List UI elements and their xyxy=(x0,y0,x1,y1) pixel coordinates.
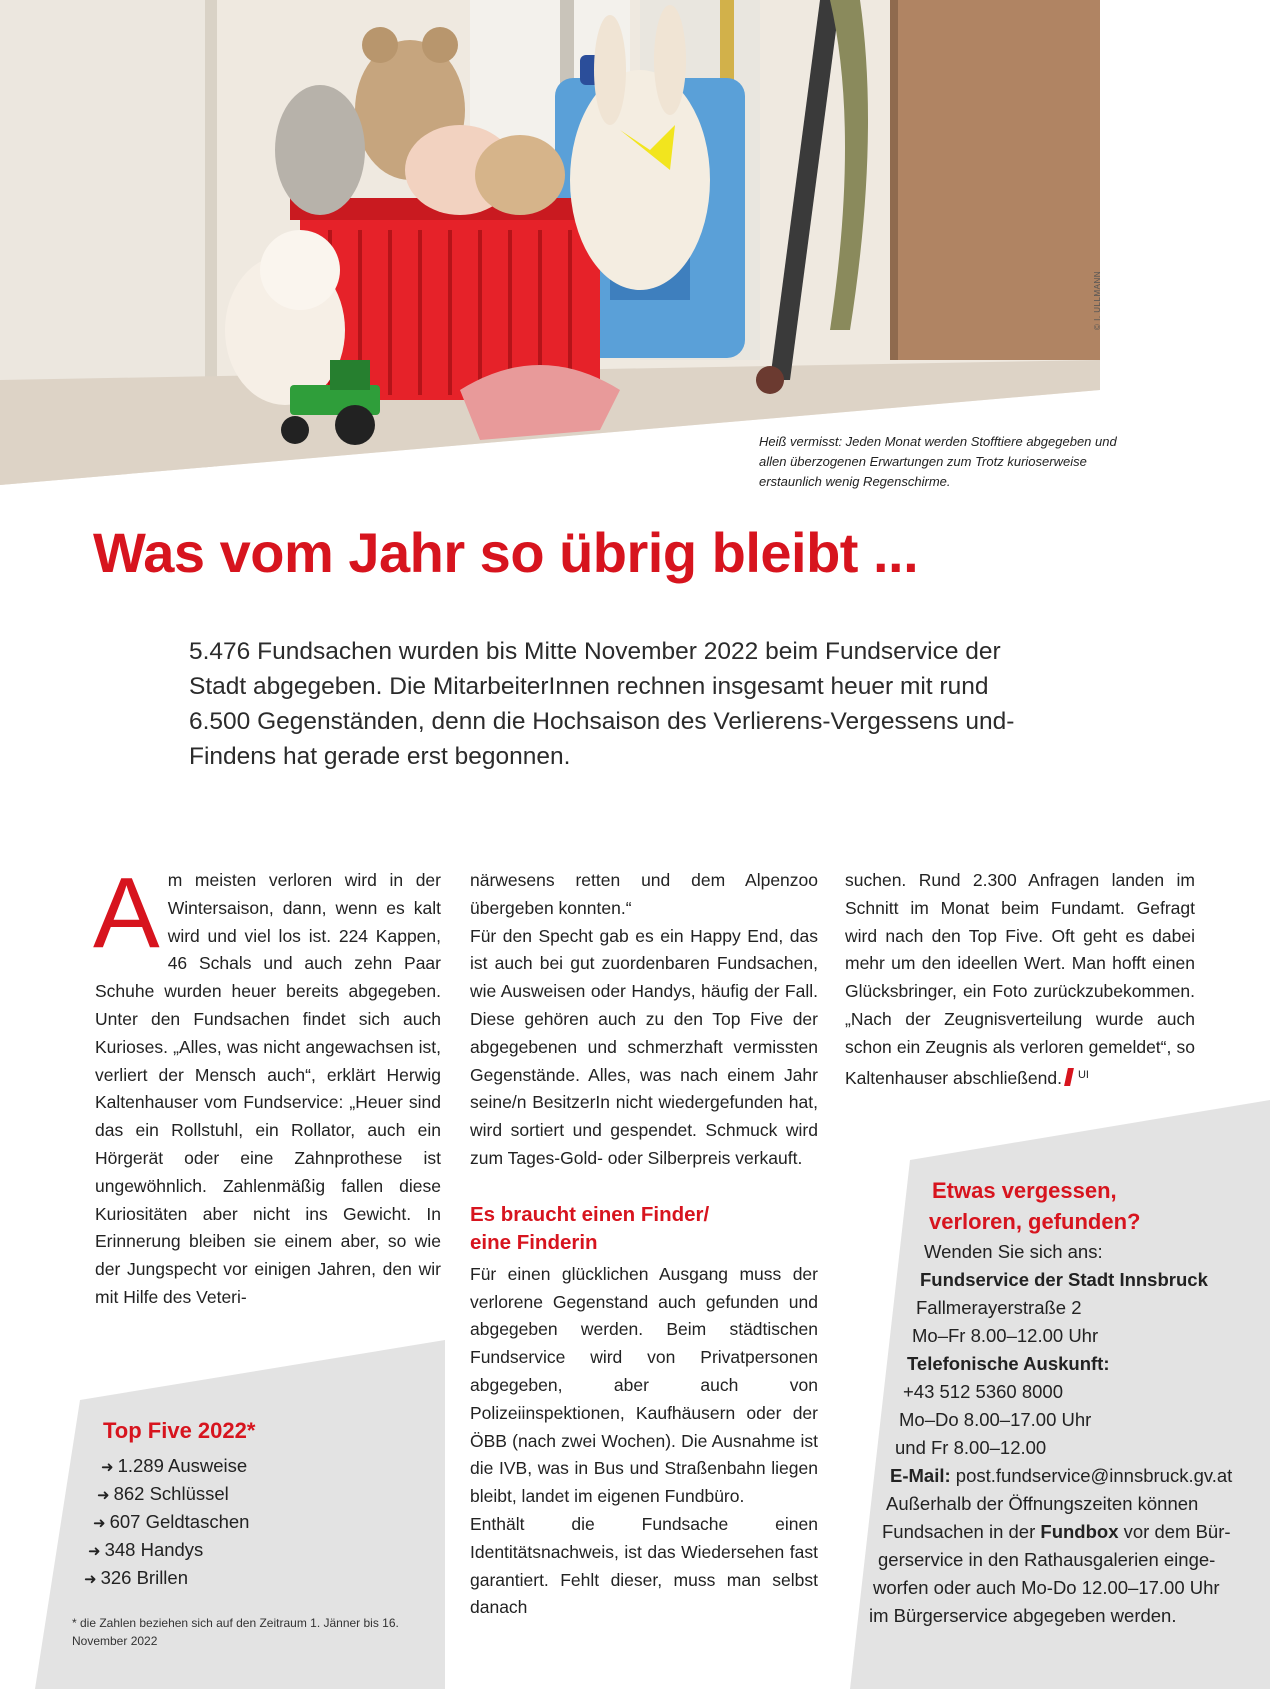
topfive-item: ➜ 862 Schlüssel xyxy=(97,1480,229,1510)
topfive-title: Top Five 2022* xyxy=(103,1418,256,1443)
info-phone[interactable]: +43 512 5360 8000 xyxy=(903,1381,1063,1402)
column-2-paragraph-4: Enthält die Fundsache einen Identitätsnachweis, ist das Wiedersehen fast garantiert. Fehlt dieser, muss man selbst danach xyxy=(470,1513,818,1618)
info-phone-hours-1: Mo–Do 8.00–17.00 Uhr xyxy=(899,1409,1092,1430)
photo-lost-items xyxy=(0,0,1100,485)
topfive-item: ➜ 607 Geldtaschen xyxy=(93,1508,249,1538)
info-note-2: Fundsachen in der Fundbox vor dem Bür- xyxy=(882,1521,1231,1542)
info-note-3: gerservice in den Rathausgalerien einge- xyxy=(878,1549,1216,1570)
info-title-line-2: verloren, gefunden? xyxy=(929,1209,1141,1234)
info-title xyxy=(929,1175,1141,1237)
info-hours: Mo–Fr 8.00–12.00 Uhr xyxy=(912,1325,1099,1346)
end-mark-icon xyxy=(1064,1068,1074,1086)
topfive-item: ➜ 1.289 Ausweise xyxy=(101,1452,247,1482)
info-title-line-1: Etwas vergessen, xyxy=(932,1178,1117,1203)
column-1-text: m meisten verloren wird in der Wintersaison, dann, wenn es kalt wird und viel los ist. 224 Kappen, 46 Schals und auch zehn Paar Schuhe wurden heuer bereits abgegeben. Unter den Fundsachen findet sich auch Kurioses. „Alles, was nicht angewachsen ist, verliert der Mensch auch“, erklärt Herwig Kaltenhauser vom Fundservice: „Heuer sind das ein Rollstuhl, ein Rollator, auch ein Hörgerät oder eine Zahnprothese ist ungewöhnlich. Zahlenmäßig fallen diese Kuriositäten aber nicht ins Gewicht. In Erinnerung bleiben sie einem aber, so wie der Jungspecht vor einigen Jahren, den wir mit Hilfe des Veteri- xyxy=(95,870,441,1307)
info-email-label: E-Mail: xyxy=(890,1465,951,1486)
column-2-paragraph-3: Für einen glücklichen Ausgang muss der verlorene Gegenstand auch gefunden und abgegeben werden. Beim städtischen Fundservice wird von Privatpersonen abgegeben, aber auch von Polizeiinspektionen, Kaufhäusern oder der ÖBB (nach zwei Wochen). Die Ausnahme ist die IVB, was in Bus und Straßenbahn liegen bleibt, landet im eigenen Fundbüro. xyxy=(470,1263,818,1507)
arrow-right-icon: ➜ xyxy=(101,1459,114,1476)
info-phone-hours-2: und Fr 8.00–12.00 xyxy=(895,1437,1047,1458)
arrow-right-icon: ➜ xyxy=(88,1543,101,1560)
info-address: Fallmerayerstraße 2 xyxy=(916,1297,1082,1318)
article-column-1 xyxy=(93,857,441,1312)
info-email-link[interactable]: post.fundservice@innsbruck.gv.at xyxy=(955,1465,1233,1486)
column-3-text: suchen. Rund 2.300 Anfragen landen im Schnitt im Monat beim Fundamt. Gefragt wird nach den Top Five. Oft geht es dabei mehr um den ideellen Wert. Man hofft einen Glücksbringer, ein Foto zurückzubekommen. „Nach der Zeugnisverteilung wurde auch schon ein Zeugnis als verloren gemeldet“, so Kaltenhauser abschließend. xyxy=(845,870,1195,1088)
lead-paragraph: 5.476 Fundsachen wurden bis Mitte November 2022 beim Fundservice der Stadt abgegeben. Die MitarbeiterInnen rechnen insgesamt heuer mit rund 6.500 Gegenständen, denn die Hochsaison des Verlierens-Vergessens und-Findens hat gerade erst begonnen. xyxy=(189,638,1015,770)
page-title: Was vom Jahr so übrig bleibt ... xyxy=(93,521,919,584)
column-2-paragraph-2: Für den Specht gab es ein Happy End, das ist auch bei gut zuordenbaren Fundsachen, wie Ausweisen oder Handys, häufig der Fall. Diese gehören auch zu den Top Five der abgegebenen und schmerzhaft vermissten Gegenstände. Alles, was nach einem Jahr seine/n BesitzerIn nicht wiedergefunden hat, wird sortiert und gespendet. Schmuck wird zum Tages-Gold- oder Silberpreis verkauft. xyxy=(470,925,818,1168)
photo-credit: © I. ULLMANN xyxy=(1093,270,1102,330)
topfive-footnote: * die Zahlen beziehen sich auf den Zeitraum 1. Jänner bis 16. November 2022 xyxy=(72,1616,399,1648)
topfive-item: ➜ 326 Brillen xyxy=(84,1564,188,1594)
article-column-2 xyxy=(470,867,818,1622)
article-column-3 xyxy=(845,867,1195,1092)
info-note-5: im Bürgerservice abgegeben werden. xyxy=(869,1605,1177,1626)
arrow-right-icon: ➜ xyxy=(84,1571,97,1588)
column-2-subheading xyxy=(470,1201,818,1257)
column-2-paragraph-1: närwesens retten und dem Alpenzoo übergeben konnten.“ xyxy=(470,870,818,918)
author-signature: UI xyxy=(1077,1068,1089,1081)
subheading-line-1: Es braucht einen Finder/ xyxy=(470,1202,710,1226)
info-phone-label: Telefonische Auskunft: xyxy=(907,1353,1110,1374)
subheading-line-2: eine Finderin xyxy=(470,1230,598,1254)
info-office: Fundservice der Stadt Innsbruck xyxy=(920,1269,1208,1290)
info-note-1: Außerhalb der Öffnungszeiten können xyxy=(886,1493,1199,1514)
info-email-row xyxy=(890,1462,1232,1490)
drop-cap: A xyxy=(93,857,160,969)
info-intro: Wenden Sie sich ans: xyxy=(924,1241,1103,1262)
arrow-right-icon: ➜ xyxy=(97,1487,110,1504)
info-note-4: worfen oder auch Mo-Do 12.00–17.00 Uhr xyxy=(873,1577,1220,1598)
photo-caption: Heiß vermisst: Jeden Monat werden Stofftiere abgegeben und allen überzogenen Erwartungen zum Trotz kurioserweise erstaunlich wenig Regenschirme. xyxy=(759,434,1117,489)
topfive-item: ➜ 348 Handys xyxy=(88,1536,203,1566)
arrow-right-icon: ➜ xyxy=(93,1515,106,1532)
